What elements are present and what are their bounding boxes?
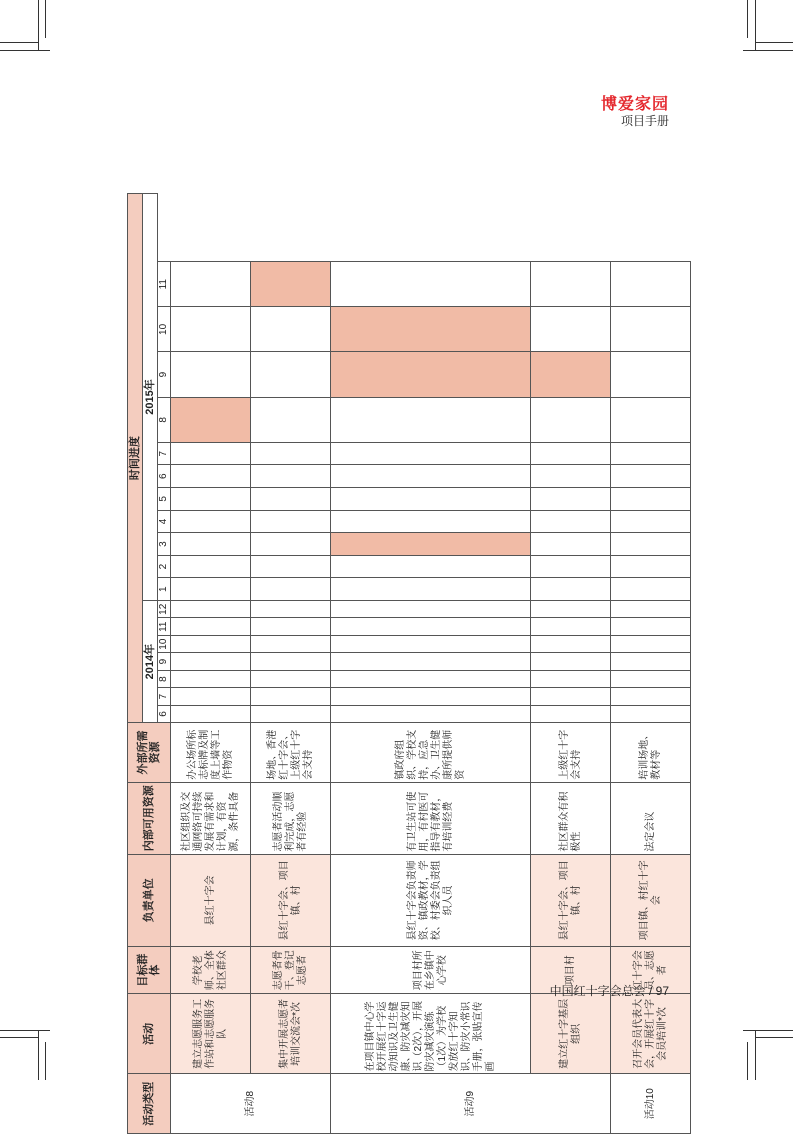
month-cell-2015-3	[611, 533, 691, 556]
month-2015-6: 6	[158, 465, 171, 488]
cell-internal: 有卫生站可使用，有村医可指导有教材，有培训经费	[331, 782, 531, 854]
month-cell-2015-5	[171, 488, 251, 511]
cell-target: 红十字会员、志愿者	[611, 947, 691, 994]
month-cell-2014-9	[331, 653, 531, 670]
header-timeline: 时间进度	[128, 194, 143, 723]
month-cell-2015-1	[531, 578, 611, 601]
month-cell-2015-11	[531, 262, 611, 307]
brand-subtitle: 项目手册	[620, 114, 669, 128]
month-cell-2015-9	[531, 352, 611, 397]
month-cell-2014-6	[251, 705, 331, 722]
month-2015-5: 5	[158, 488, 171, 511]
month-2015-7: 7	[158, 442, 171, 465]
cell-internal: 社区群众有积极性	[531, 782, 611, 854]
month-cell-2014-10	[331, 635, 531, 652]
cell-internal: 志愿者活动顺利完成，志愿者有经验	[251, 782, 331, 854]
month-cell-2014-8	[171, 670, 251, 687]
month-cell-2015-1	[611, 578, 691, 601]
cell-external: 办公场所标志标牌及制度上墙等工作物资	[171, 723, 251, 783]
month-cell-2015-11	[171, 262, 251, 307]
month-cell-2014-11	[251, 618, 331, 635]
month-cell-2014-6	[611, 705, 691, 722]
month-2014-9: 9	[158, 653, 171, 670]
brand-title: 博爱家园	[600, 96, 669, 113]
month-cell-2014-12	[611, 601, 691, 618]
activity-type-cell: 活动9	[331, 1074, 611, 1134]
month-cell-2014-6	[531, 705, 611, 722]
month-cell-2014-7	[251, 688, 331, 705]
month-cell-2015-8	[251, 397, 331, 442]
month-cell-2014-12	[251, 601, 331, 618]
month-cell-2015-5	[531, 488, 611, 511]
month-cell-2015-7	[331, 442, 531, 465]
header-unit: 负责单位	[128, 854, 171, 946]
month-cell-2015-9	[331, 352, 531, 397]
month-cell-2014-10	[251, 635, 331, 652]
cell-unit: 县红十字会、项目镇、村	[531, 854, 611, 946]
activity-type-cell: 活动8	[171, 1074, 331, 1134]
month-cell-2015-8	[331, 397, 531, 442]
month-cell-2015-5	[611, 488, 691, 511]
month-cell-2015-4	[611, 510, 691, 533]
month-cell-2015-3	[251, 533, 331, 556]
cell-target: 学校老师、全体社区群众	[171, 947, 251, 994]
month-cell-2014-9	[251, 653, 331, 670]
month-cell-2014-10	[171, 635, 251, 652]
activity-type-cell: 活动10	[611, 1074, 691, 1134]
month-cell-2014-11	[331, 618, 531, 635]
header-target: 目标群体	[128, 947, 171, 994]
cell-external: 上级红十字会支持	[531, 723, 611, 783]
month-cell-2015-2	[611, 555, 691, 578]
cell-unit: 县红十字会	[171, 854, 251, 946]
month-cell-2015-1	[331, 578, 531, 601]
month-cell-2015-7	[251, 442, 331, 465]
month-cell-2015-10	[171, 307, 251, 352]
cell-target: 项目村所在乡镇中心学校	[331, 947, 531, 994]
table-row	[171, 194, 251, 1134]
month-cell-2015-11	[251, 262, 331, 307]
month-cell-2015-2	[331, 555, 531, 578]
month-cell-2014-11	[611, 618, 691, 635]
cell-external: 培训场地、教材等	[611, 723, 691, 783]
month-cell-2015-4	[331, 510, 531, 533]
month-cell-2015-11	[331, 262, 531, 307]
month-2015-3: 3	[158, 533, 171, 556]
month-2015-1: 1	[158, 578, 171, 601]
month-cell-2014-8	[251, 670, 331, 687]
month-cell-2014-9	[171, 653, 251, 670]
month-2014-6: 6	[158, 705, 171, 722]
month-cell-2015-9	[171, 352, 251, 397]
month-cell-2014-12	[171, 601, 251, 618]
month-2014-10: 10	[158, 635, 171, 652]
month-2015-8: 8	[158, 397, 171, 442]
month-cell-2015-1	[251, 578, 331, 601]
month-2014-12: 12	[158, 601, 171, 618]
cell-activity: 建立红十字基层组织	[531, 994, 611, 1074]
month-cell-2014-6	[171, 705, 251, 722]
month-cell-2014-9	[531, 653, 611, 670]
month-cell-2015-4	[251, 510, 331, 533]
month-cell-2015-8	[611, 397, 691, 442]
cell-target: 项目村	[531, 947, 611, 994]
cell-unit: 项目镇、村红十字会	[611, 854, 691, 946]
month-cell-2015-4	[531, 510, 611, 533]
month-2015-4: 4	[158, 510, 171, 533]
month-cell-2015-2	[251, 555, 331, 578]
month-cell-2014-12	[331, 601, 531, 618]
cell-external: 场地、香港红十字会、上级红十字会支持	[251, 723, 331, 783]
month-cell-2015-7	[611, 442, 691, 465]
month-cell-2014-10	[611, 635, 691, 652]
month-cell-2014-7	[531, 688, 611, 705]
month-2014-7: 7	[158, 688, 171, 705]
cell-unit: 县红十字会负责师资、镇政教材，学校、村委会负责组织人员	[331, 854, 531, 946]
month-cell-2015-2	[531, 555, 611, 578]
page-footer: 中国红十字会总会 / 97	[549, 984, 669, 998]
month-cell-2015-6	[611, 465, 691, 488]
month-cell-2015-9	[251, 352, 331, 397]
month-cell-2015-10	[331, 307, 531, 352]
table-row	[251, 194, 331, 1134]
cell-activity: 建立志愿服务工作站和志愿服务队	[171, 994, 251, 1074]
month-cell-2015-9	[611, 352, 691, 397]
month-cell-2015-6	[531, 465, 611, 488]
month-2015-11: 11	[158, 262, 171, 307]
year-2015: 2015年	[143, 194, 158, 601]
year-2014: 2014年	[143, 601, 158, 723]
month-cell-2014-8	[611, 670, 691, 687]
month-cell-2015-7	[171, 442, 251, 465]
cell-unit: 县红十字会、项目镇、村	[251, 854, 331, 946]
month-cell-2015-2	[171, 555, 251, 578]
month-cell-2015-1	[171, 578, 251, 601]
month-cell-2015-6	[331, 465, 531, 488]
cell-external: 镇政府组织、学校支持，应急办、卫生健康所提供师资	[331, 723, 531, 783]
cell-activity: 召开会员代表大会，开展红十字会员培训*次	[611, 994, 691, 1074]
month-cell-2014-7	[331, 688, 531, 705]
page-header	[601, 96, 669, 129]
month-cell-2015-5	[331, 488, 531, 511]
header-activity: 活动	[128, 994, 171, 1074]
month-cell-2015-8	[171, 397, 251, 442]
month-cell-2014-7	[611, 688, 691, 705]
month-2015-9: 9	[158, 352, 171, 397]
month-cell-2014-10	[531, 635, 611, 652]
table-row	[331, 194, 531, 1134]
cell-internal: 社区组织及交通网络可持续发展有需求和计划，有资源，条件具备	[171, 782, 251, 854]
month-2014-11: 11	[158, 618, 171, 635]
month-cell-2015-10	[251, 307, 331, 352]
month-cell-2015-3	[531, 533, 611, 556]
month-2015-2: 2	[158, 555, 171, 578]
month-cell-2015-8	[531, 397, 611, 442]
month-cell-2015-11	[611, 262, 691, 307]
month-cell-2014-11	[171, 618, 251, 635]
month-cell-2015-10	[611, 307, 691, 352]
month-cell-2014-7	[171, 688, 251, 705]
month-cell-2014-11	[531, 618, 611, 635]
month-cell-2014-6	[331, 705, 531, 722]
month-cell-2014-9	[611, 653, 691, 670]
month-cell-2014-8	[331, 670, 531, 687]
cell-activity: 集中开展志愿者培训交流会*次	[251, 994, 331, 1074]
month-cell-2014-12	[531, 601, 611, 618]
month-cell-2015-6	[171, 465, 251, 488]
month-cell-2014-8	[531, 670, 611, 687]
header-internal: 内部可用资源	[128, 782, 171, 854]
month-cell-2015-5	[251, 488, 331, 511]
cell-internal: 法定会议	[611, 782, 691, 854]
month-cell-2015-7	[531, 442, 611, 465]
header-type: 活动类型	[128, 1074, 171, 1134]
month-cell-2015-3	[331, 533, 531, 556]
cell-target: 志愿者骨干、登记志愿者	[251, 947, 331, 994]
cell-activity: 在项目镇中心学校开展红十字运动知识及卫生健康、防灾减灾知识（2次），开展防灾减灾演练（1次）为学校发放红十字知识、防灾小常识手册，张贴宣传画	[331, 994, 531, 1074]
month-cell-2015-4	[171, 510, 251, 533]
month-cell-2015-10	[531, 307, 611, 352]
month-cell-2015-6	[251, 465, 331, 488]
month-cell-2015-3	[171, 533, 251, 556]
month-2014-8: 8	[158, 670, 171, 687]
header-external: 外部所需资源	[128, 723, 171, 783]
month-2015-10: 10	[158, 307, 171, 352]
